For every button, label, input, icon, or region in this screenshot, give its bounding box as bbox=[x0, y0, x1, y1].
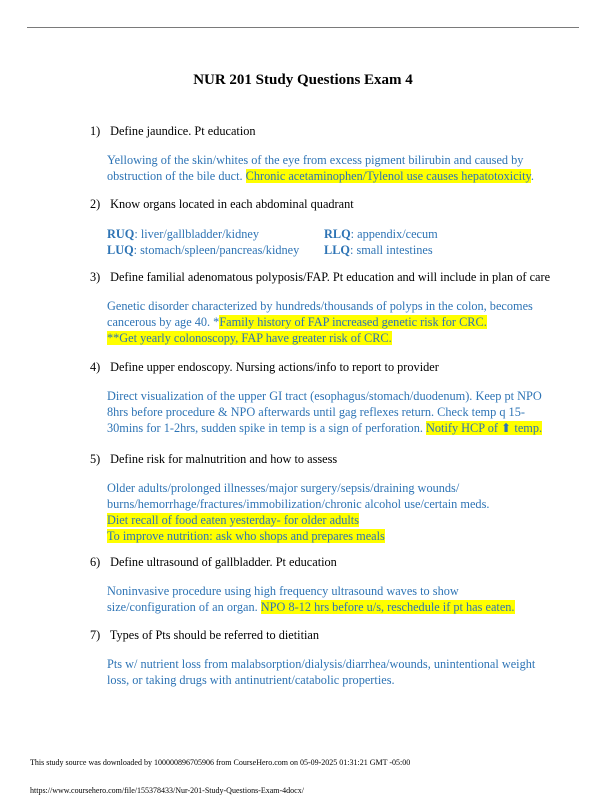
answer-line bbox=[107, 168, 534, 184]
source-url: https://www.coursehero.com/file/155378433/Nur-201-Study-Questions-Exam-4docx/ bbox=[30, 786, 304, 795]
answer-5 bbox=[107, 480, 489, 544]
answer-text: cancerous by age 40. * bbox=[107, 315, 220, 329]
highlighted-text: Diet recall of food eaten yesterday- for older adults bbox=[107, 513, 359, 527]
answer-text: size/configuration of an organ. bbox=[107, 600, 261, 614]
answer-text: obstruction of the bile duct. bbox=[107, 169, 246, 183]
answer-line bbox=[107, 512, 489, 528]
answer-text: . bbox=[530, 169, 534, 183]
answer-line bbox=[107, 528, 489, 544]
question-1 bbox=[90, 124, 256, 139]
answer-line: burns/hemorrhage/fractures/immobilization/chronic alcohol use/certain meds. bbox=[107, 497, 490, 511]
quadrant-organs: : small intestines bbox=[349, 243, 433, 257]
question-text: Define upper endoscopy. Nursing actions/info to report to provider bbox=[110, 360, 439, 374]
quadrant-label: RLQ bbox=[324, 227, 351, 241]
question-text: Know organs located in each abdominal quadrant bbox=[110, 197, 354, 211]
highlighted-text-part: temp. bbox=[511, 421, 543, 435]
question-number: 4) bbox=[90, 360, 101, 374]
question-6 bbox=[90, 555, 337, 570]
download-notice: This study source was downloaded by 100000896705906 from CourseHero.com on 05-09-2025 01:31:21 GMT -05:00 bbox=[30, 758, 411, 767]
question-number: 6) bbox=[90, 555, 101, 569]
quadrant-organs: : appendix/cecum bbox=[350, 227, 438, 241]
question-number: 5) bbox=[90, 452, 101, 466]
answer-line: 8hrs before procedure & NPO afterwards until gag reflexes return. Check temp q 15- bbox=[107, 405, 525, 419]
quadrant-label: RUQ bbox=[107, 227, 135, 241]
answer-6 bbox=[107, 583, 515, 615]
question-3 bbox=[90, 270, 550, 285]
question-text: Define jaundice. Pt education bbox=[110, 124, 256, 138]
answer-line: Noninvasive procedure using high frequency ultrasound waves to show bbox=[107, 584, 459, 598]
quadrant-label: LUQ bbox=[107, 243, 134, 257]
question-text: Define familial adenomatous polyposis/FAP. Pt education and will include in plan of care bbox=[110, 270, 551, 284]
question-number: 2) bbox=[90, 197, 101, 211]
highlighted-text: To improve nutrition: ask who shops and prepares meals bbox=[107, 529, 385, 543]
highlighted-text: **Get yearly colonoscopy, FAP have greater risk of CRC. bbox=[107, 331, 392, 345]
answer-line: Older adults/prolonged illnesses/major surgery/sepsis/draining wounds/ bbox=[107, 481, 460, 495]
quadrant-organs: : liver/gallbladder/kidney bbox=[134, 227, 259, 241]
question-7 bbox=[90, 628, 319, 643]
question-4 bbox=[90, 360, 439, 375]
answer-7 bbox=[107, 656, 535, 688]
highlighted-text bbox=[426, 421, 542, 435]
question-text: Define ultrasound of gallbladder. Pt education bbox=[110, 555, 337, 569]
question-number: 1) bbox=[90, 124, 101, 138]
quadrant-organs: : stomach/spleen/pancreas/kidney bbox=[133, 243, 300, 257]
up-arrow-icon: ⬆ bbox=[501, 421, 512, 435]
quadrant-ruq bbox=[107, 226, 324, 242]
answer-line: Pts w/ nutrient loss from malabsorption/dialysis/diarrhea/wounds, unintentional weight bbox=[107, 657, 536, 671]
answer-text: 30mins for 1-2hrs, sudden spike in temp is a sign of perforation. bbox=[107, 421, 426, 435]
highlighted-text: Family history of FAP increased genetic risk for CRC. bbox=[219, 315, 487, 329]
answer-4 bbox=[107, 388, 542, 436]
highlighted-text-part: Notify HCP of bbox=[426, 421, 502, 435]
answer-line: loss, or taking drugs with antinutrient/catabolic properties. bbox=[107, 673, 395, 687]
answer-line: Direct visualization of the upper GI tract (esophagus/stomach/duodenum). Keep pt NPO bbox=[107, 389, 542, 403]
answer-line: Genetic disorder characterized by hundreds/thousands of polyps in the colon, becomes bbox=[107, 299, 533, 313]
answer-line: Yellowing of the skin/whites of the eye from excess pigment bilirubin and caused by bbox=[107, 153, 524, 167]
highlighted-text: NPO 8-12 hrs before u/s, reschedule if pt has eaten. bbox=[260, 600, 515, 614]
question-text: Types of Pts should be referred to dietitian bbox=[109, 628, 320, 642]
page-title: NUR 201 Study Questions Exam 4 bbox=[193, 72, 413, 88]
question-number: 7) bbox=[90, 628, 101, 642]
question-number: 3) bbox=[90, 270, 101, 284]
answer-line bbox=[107, 314, 533, 330]
highlighted-text: Chronic acetaminophen/Tylenol use causes hepatotoxicity bbox=[245, 169, 531, 183]
answer-line bbox=[107, 599, 515, 615]
answer-1 bbox=[107, 152, 534, 184]
answer-line bbox=[107, 330, 533, 346]
answer-line bbox=[107, 420, 542, 436]
quadrant-llq bbox=[324, 242, 464, 258]
quadrant-label: LLQ bbox=[324, 243, 350, 257]
question-2 bbox=[90, 197, 354, 212]
quadrant-luq bbox=[107, 242, 324, 258]
top-rule bbox=[27, 27, 579, 28]
quadrant-rlq bbox=[324, 226, 464, 242]
question-text: Define risk for malnutrition and how to assess bbox=[110, 452, 338, 466]
quadrant-grid bbox=[107, 226, 464, 258]
answer-3 bbox=[107, 298, 533, 346]
question-5 bbox=[90, 452, 337, 467]
